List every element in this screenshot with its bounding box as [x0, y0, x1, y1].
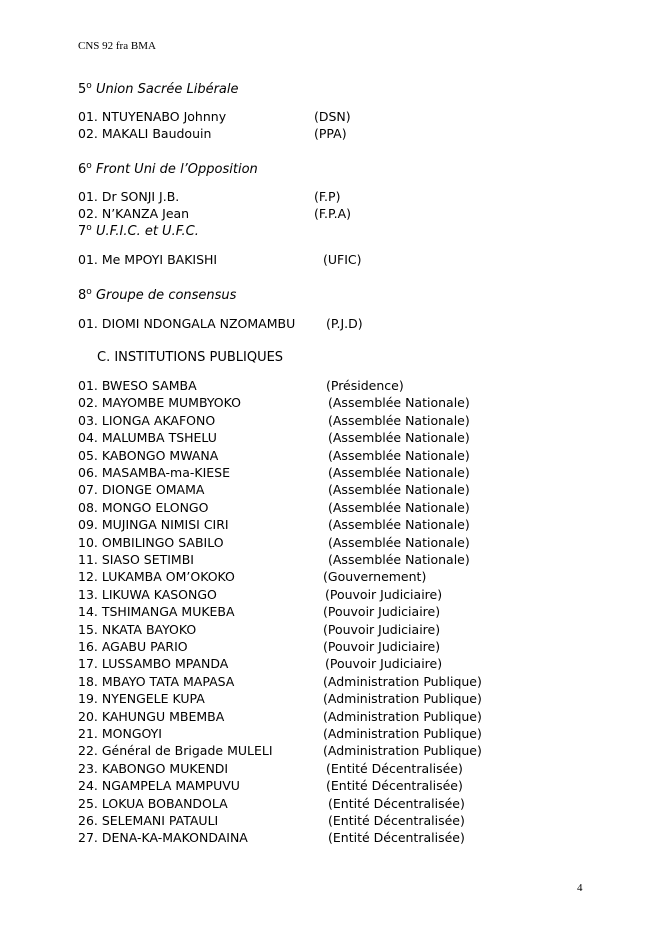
section-number: 8: [78, 288, 87, 303]
member-affiliation: (Gouvernement): [323, 569, 427, 584]
member-affiliation: (Assemblée Nationale): [328, 395, 470, 410]
member-name: 01. Dr SONJI J.B.: [78, 189, 180, 204]
section-number: 5: [78, 82, 87, 97]
member-affiliation: (DSN): [314, 109, 351, 124]
member-name: 18. MBAYO TATA MAPASA: [78, 674, 235, 689]
member-name: 01. BWESO SAMBA: [78, 378, 197, 393]
member-name: 03. LIONGA AKAFONO: [78, 413, 216, 428]
member-affiliation: (Assemblée Nationale): [328, 448, 470, 463]
member-affiliation: (PPA): [314, 126, 347, 141]
section-number: 6: [78, 162, 87, 177]
member-name: 02. MAYOMBE MUMBYOKO: [78, 395, 241, 410]
member-affiliation: (Assemblée Nationale): [328, 535, 470, 550]
member-affiliation: (Assemblée Nationale): [328, 465, 470, 480]
member-name: 07. DIONGE OMAMA: [78, 482, 205, 497]
section-title: Front Uni de l’Opposition: [95, 162, 258, 177]
institutions-heading: C. INSTITUTIONS PUBLIQUES: [97, 350, 284, 365]
member-name: 13. LIKUWA KASONGO: [78, 587, 217, 602]
member-name: 01. DIOMI NDONGALA NZOMAMBU: [78, 316, 296, 331]
degree-mark: o: [86, 161, 92, 171]
degree-mark: o: [86, 81, 92, 91]
member-name: 08. MONGO ELONGO: [78, 500, 209, 515]
member-affiliation: (Administration Publique): [323, 709, 482, 724]
section-heading: [78, 82, 239, 96]
member-affiliation: (Assemblée Nationale): [328, 517, 470, 532]
member-name: 14. TSHIMANGA MUKEBA: [78, 604, 235, 619]
member-name: 16. AGABU PARIO: [78, 639, 188, 654]
member-name: 19. NYENGELE KUPA: [78, 691, 205, 706]
member-name: 04. MALUMBA TSHELU: [78, 430, 217, 445]
section-heading: [78, 288, 236, 302]
section-number: 7: [78, 224, 87, 239]
page-header: CNS 92 fra BMA: [78, 40, 156, 52]
page-number: 4: [577, 882, 583, 894]
member-name: 24. NGAMPELA MAMPUVU: [78, 778, 240, 793]
member-name: 09. MUJINGA NIMISI CIRI: [78, 517, 229, 532]
member-affiliation: (Pouvoir Judiciaire): [325, 587, 443, 602]
member-name: 17. LUSSAMBO MPANDA: [78, 656, 229, 671]
section-heading: [78, 162, 258, 176]
member-name: 01. NTUYENABO Johnny: [78, 109, 227, 124]
member-affiliation: (P.J.D): [326, 316, 363, 331]
member-affiliation: (Administration Publique): [323, 674, 482, 689]
section-title: Union Sacrée Libérale: [95, 82, 239, 97]
section-title: Groupe de consensus: [95, 288, 237, 303]
member-affiliation: (Pouvoir Judiciaire): [325, 656, 443, 671]
degree-mark: o: [86, 223, 92, 233]
member-affiliation: (Présidence): [326, 378, 404, 393]
member-affiliation: (Administration Publique): [323, 726, 482, 741]
member-affiliation: (UFIC): [323, 252, 362, 267]
member-affiliation: (Assemblée Nationale): [328, 552, 470, 567]
member-name: 22. Général de Brigade MULELI: [78, 743, 273, 758]
member-affiliation: (Entité Décentralisée): [328, 796, 465, 811]
member-affiliation: (F.P.A): [314, 206, 352, 221]
member-name: 06. MASAMBA-ma-KIESE: [78, 465, 231, 480]
member-name: 02. N’KANZA Jean: [78, 206, 190, 221]
member-affiliation: (F.P): [314, 189, 341, 204]
member-affiliation: (Assemblée Nationale): [328, 482, 470, 497]
member-affiliation: (Administration Publique): [323, 691, 482, 706]
member-name: 20. KAHUNGU MBEMBA: [78, 709, 225, 724]
member-affiliation: (Pouvoir Judiciaire): [323, 622, 441, 637]
member-name: 01. Me MPOYI BAKISHI: [78, 252, 218, 267]
member-affiliation: (Administration Publique): [323, 743, 482, 758]
member-affiliation: (Assemblée Nationale): [328, 430, 470, 445]
member-affiliation: (Pouvoir Judiciaire): [323, 604, 441, 619]
section-title: U.F.I.C. et U.F.C.: [95, 224, 199, 239]
member-name: 23. KABONGO MUKENDI: [78, 761, 229, 776]
member-name: 26. SELEMANI PATAULI: [78, 813, 219, 828]
member-name: 02. MAKALI Baudouin: [78, 126, 212, 141]
member-name: 27. DENA-KA-MAKONDAINA: [78, 830, 248, 845]
member-affiliation: (Entité Décentralisée): [326, 778, 463, 793]
member-name: 12. LUKAMBA OM’OKOKO: [78, 569, 235, 584]
member-affiliation: (Entité Décentralisée): [328, 830, 465, 845]
member-name: 15. NKATA BAYOKO: [78, 622, 197, 637]
member-affiliation: (Assemblée Nationale): [328, 413, 470, 428]
section-heading: [78, 224, 199, 238]
member-affiliation: (Pouvoir Judiciaire): [323, 639, 441, 654]
member-affiliation: (Assemblée Nationale): [328, 500, 470, 515]
degree-mark: o: [86, 287, 92, 297]
member-name: 21. MONGOYI: [78, 726, 162, 741]
member-affiliation: (Entité Décentralisée): [326, 761, 463, 776]
member-affiliation: (Entité Décentralisée): [328, 813, 465, 828]
member-name: 11. SIASO SETIMBI: [78, 552, 194, 567]
member-name: 05. KABONGO MWANA: [78, 448, 219, 463]
member-name: 10. OMBILINGO SABILO: [78, 535, 224, 550]
member-name: 25. LOKUA BOBANDOLA: [78, 796, 228, 811]
